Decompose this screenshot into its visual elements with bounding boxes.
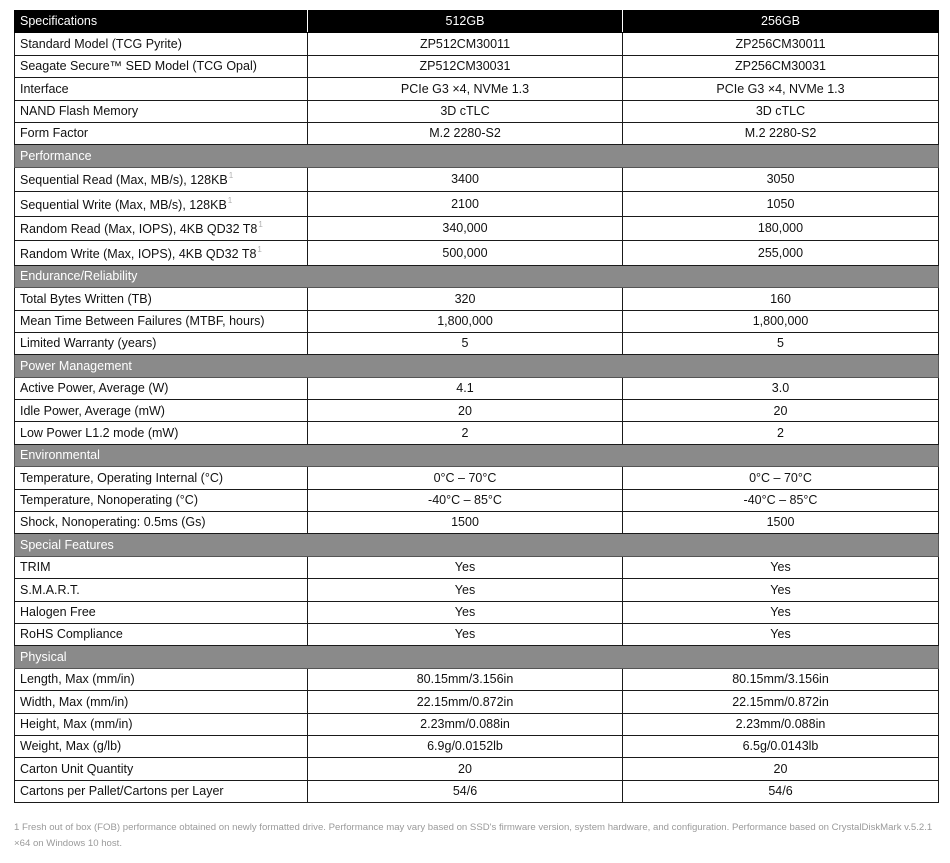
row-label-cell: [15, 192, 308, 217]
row-label-cell: [15, 377, 308, 399]
table-row: [15, 467, 939, 489]
row-label: Carton Unit Quantity: [20, 761, 134, 776]
section-title: Special Features: [15, 534, 939, 556]
table-row: [15, 100, 939, 122]
table-row: [15, 735, 939, 757]
row-label-cell: [15, 601, 308, 623]
value-512gb: 20: [308, 400, 623, 422]
row-label: TRIM: [20, 560, 51, 575]
value-512gb: 3D cTLC: [308, 100, 623, 122]
table-row: [15, 691, 939, 713]
value-512gb: 3400: [308, 167, 623, 192]
row-label: NAND Flash Memory: [20, 104, 139, 118]
value-256gb: M.2 2280-S2: [623, 122, 939, 144]
value-512gb: -40°C – 85°C: [308, 489, 623, 511]
value-256gb: 22.15mm/0.872in: [623, 691, 939, 713]
value-256gb: ZP256CM30031: [623, 55, 939, 77]
row-label: Temperature, Nonoperating (°C): [20, 493, 198, 508]
value-256gb: Yes: [623, 601, 939, 623]
value-256gb: 6.5g/0.0143lb: [623, 735, 939, 757]
value-256gb: 2: [623, 422, 939, 444]
value-256gb: 3D cTLC: [623, 100, 939, 122]
row-label: Random Read (Max, IOPS), 4KB QD32 T8: [20, 222, 258, 237]
section-header-row: [15, 534, 939, 556]
footnote-marker: 1: [227, 195, 233, 205]
row-label-cell: [15, 579, 308, 601]
value-512gb: Yes: [308, 556, 623, 578]
section-title: Environmental: [15, 444, 939, 466]
value-512gb: ZP512CM30031: [308, 55, 623, 77]
table-row: [15, 310, 939, 332]
row-label: S.M.A.R.T.: [20, 582, 80, 597]
row-label-cell: [15, 400, 308, 422]
table-row: [15, 489, 939, 511]
table-row: [15, 579, 939, 601]
header-256gb: 256GB: [623, 11, 939, 33]
table-row: [15, 192, 939, 217]
row-label: Standard Model (TCG Pyrite): [20, 36, 182, 51]
value-512gb: ZP512CM30011: [308, 33, 623, 55]
section-title: Power Management: [15, 355, 939, 377]
table-row: [15, 400, 939, 422]
header-specifications: Specifications: [15, 11, 308, 33]
table-row: [15, 377, 939, 399]
row-label: Idle Power, Average (mW): [20, 403, 165, 418]
row-label: Sequential Read (Max, MB/s), 128KB: [20, 173, 228, 188]
row-label: Random Write (Max, IOPS), 4KB QD32 T8: [20, 246, 257, 261]
row-label-cell: [15, 288, 308, 310]
value-512gb: 5: [308, 332, 623, 354]
row-label: Low Power L1.2 mode (mW): [20, 425, 179, 440]
row-label-cell: [15, 167, 308, 192]
row-label: Sequential Write (Max, MB/s), 128KB: [20, 197, 227, 212]
row-label-cell: [15, 122, 308, 144]
value-512gb: 1500: [308, 512, 623, 534]
row-label-cell: [15, 33, 308, 55]
value-512gb: 4.1: [308, 377, 623, 399]
row-label-cell: [15, 422, 308, 444]
row-label-cell: [15, 780, 308, 802]
row-label: Temperature, Operating Internal (°C): [20, 470, 224, 485]
section-title: Physical: [15, 646, 939, 668]
value-512gb: 1,800,000: [308, 310, 623, 332]
value-512gb: 54/6: [308, 780, 623, 802]
row-label: Width, Max (mm/in): [20, 694, 129, 709]
section-header-row: [15, 444, 939, 466]
value-512gb: 2.23mm/0.088in: [308, 713, 623, 735]
value-256gb: 1,800,000: [623, 310, 939, 332]
value-256gb: 3050: [623, 167, 939, 192]
value-256gb: 0°C – 70°C: [623, 467, 939, 489]
row-label: Form Factor: [20, 126, 89, 141]
table-row: [15, 713, 939, 735]
value-512gb: 6.9g/0.0152lb: [308, 735, 623, 757]
row-label-cell: [15, 55, 308, 77]
section-title: Performance: [15, 145, 939, 167]
value-512gb: Yes: [308, 601, 623, 623]
value-256gb: 20: [623, 758, 939, 780]
row-label-cell: [15, 78, 308, 100]
value-256gb: PCIe G3 ×4, NVMe 1.3: [623, 78, 939, 100]
row-label-cell: [15, 668, 308, 690]
value-512gb: PCIe G3 ×4, NVMe 1.3: [308, 78, 623, 100]
table-row: [15, 288, 939, 310]
section-header-row: [15, 355, 939, 377]
row-label-cell: [15, 332, 308, 354]
value-256gb: 180,000: [623, 216, 939, 241]
value-512gb: 20: [308, 758, 623, 780]
table-row: [15, 55, 939, 77]
row-label: RoHS Compliance: [20, 627, 123, 642]
value-512gb: 500,000: [308, 241, 623, 266]
row-label: Shock, Nonoperating: 0.5ms (Gs): [20, 515, 206, 530]
row-label: Weight, Max (g/lb): [20, 739, 122, 754]
spec-table-body: [15, 11, 939, 803]
row-label: Height, Max (mm/in): [20, 716, 133, 731]
value-256gb: 5: [623, 332, 939, 354]
table-row: [15, 780, 939, 802]
value-256gb: Yes: [623, 623, 939, 645]
row-label: Mean Time Between Failures (MTBF, hours): [20, 313, 265, 328]
row-label-cell: [15, 623, 308, 645]
value-512gb: 80.15mm/3.156in: [308, 668, 623, 690]
section-title: Endurance/Reliability: [15, 265, 939, 287]
row-label-cell: [15, 467, 308, 489]
row-label: Active Power, Average (W): [20, 381, 169, 396]
table-row: [15, 33, 939, 55]
value-512gb: 22.15mm/0.872in: [308, 691, 623, 713]
table-row: [15, 422, 939, 444]
value-256gb: 80.15mm/3.156in: [623, 668, 939, 690]
row-label-cell: [15, 512, 308, 534]
table-row: [15, 167, 939, 192]
table-row: [15, 758, 939, 780]
value-512gb: 2: [308, 422, 623, 444]
value-256gb: 54/6: [623, 780, 939, 802]
value-256gb: Yes: [623, 556, 939, 578]
value-256gb: ZP256CM30011: [623, 33, 939, 55]
footnote: 1 Fresh out of box (FOB) performance obtained on newly formatted drive. Performance may vary based on SSD's firmware version, system hardware, and configuration. Performance based on CrystalDiskMark v.5.2.1 ×64 on Windows 10 host.: [14, 822, 933, 849]
row-label-cell: [15, 758, 308, 780]
footnote-marker: 1: [228, 171, 234, 181]
row-label: Limited Warranty (years): [20, 336, 157, 351]
value-256gb: 3.0: [623, 377, 939, 399]
table-row: [15, 623, 939, 645]
section-header-row: [15, 265, 939, 287]
row-label: Length, Max (mm/in): [20, 672, 135, 687]
section-header-row: [15, 145, 939, 167]
row-label-cell: [15, 713, 308, 735]
footnote-marker: 1: [257, 244, 262, 254]
row-label: Cartons per Pallet/Cartons per Layer: [20, 784, 224, 799]
row-label-cell: [15, 216, 308, 241]
value-512gb: Yes: [308, 623, 623, 645]
row-label-cell: [15, 100, 308, 122]
row-label: Halogen Free: [20, 605, 96, 620]
table-row: [15, 216, 939, 241]
table-row: [15, 556, 939, 578]
row-label: Total Bytes Written (TB): [20, 291, 152, 306]
row-label-cell: [15, 691, 308, 713]
value-256gb: 160: [623, 288, 939, 310]
value-512gb: 340,000: [308, 216, 623, 241]
row-label-cell: [15, 241, 308, 266]
row-label: Interface: [20, 81, 69, 96]
value-256gb: 1500: [623, 512, 939, 534]
footnote-marker: 1: [258, 220, 263, 230]
row-label-cell: [15, 489, 308, 511]
value-256gb: 255,000: [623, 241, 939, 266]
value-512gb: 320: [308, 288, 623, 310]
row-label-cell: [15, 310, 308, 332]
table-row: [15, 668, 939, 690]
value-512gb: 2100: [308, 192, 623, 217]
spec-table: [14, 10, 939, 803]
table-row: [15, 332, 939, 354]
value-256gb: 1050: [623, 192, 939, 217]
value-256gb: 20: [623, 400, 939, 422]
value-256gb: Yes: [623, 579, 939, 601]
table-row: [15, 601, 939, 623]
row-label-cell: [15, 556, 308, 578]
section-header-row: [15, 646, 939, 668]
row-label: Seagate Secure™ SED Model (TCG Opal): [20, 59, 257, 74]
spec-table-container: [14, 10, 938, 803]
header-512gb: 512GB: [308, 11, 623, 33]
table-row: [15, 122, 939, 144]
value-512gb: 0°C – 70°C: [308, 467, 623, 489]
value-512gb: M.2 2280-S2: [308, 122, 623, 144]
table-row: [15, 241, 939, 266]
table-row: [15, 78, 939, 100]
table-header-row: [15, 11, 939, 33]
value-512gb: Yes: [308, 579, 623, 601]
row-label-cell: [15, 735, 308, 757]
value-256gb: 2.23mm/0.088in: [623, 713, 939, 735]
value-256gb: -40°C – 85°C: [623, 489, 939, 511]
table-row: [15, 512, 939, 534]
